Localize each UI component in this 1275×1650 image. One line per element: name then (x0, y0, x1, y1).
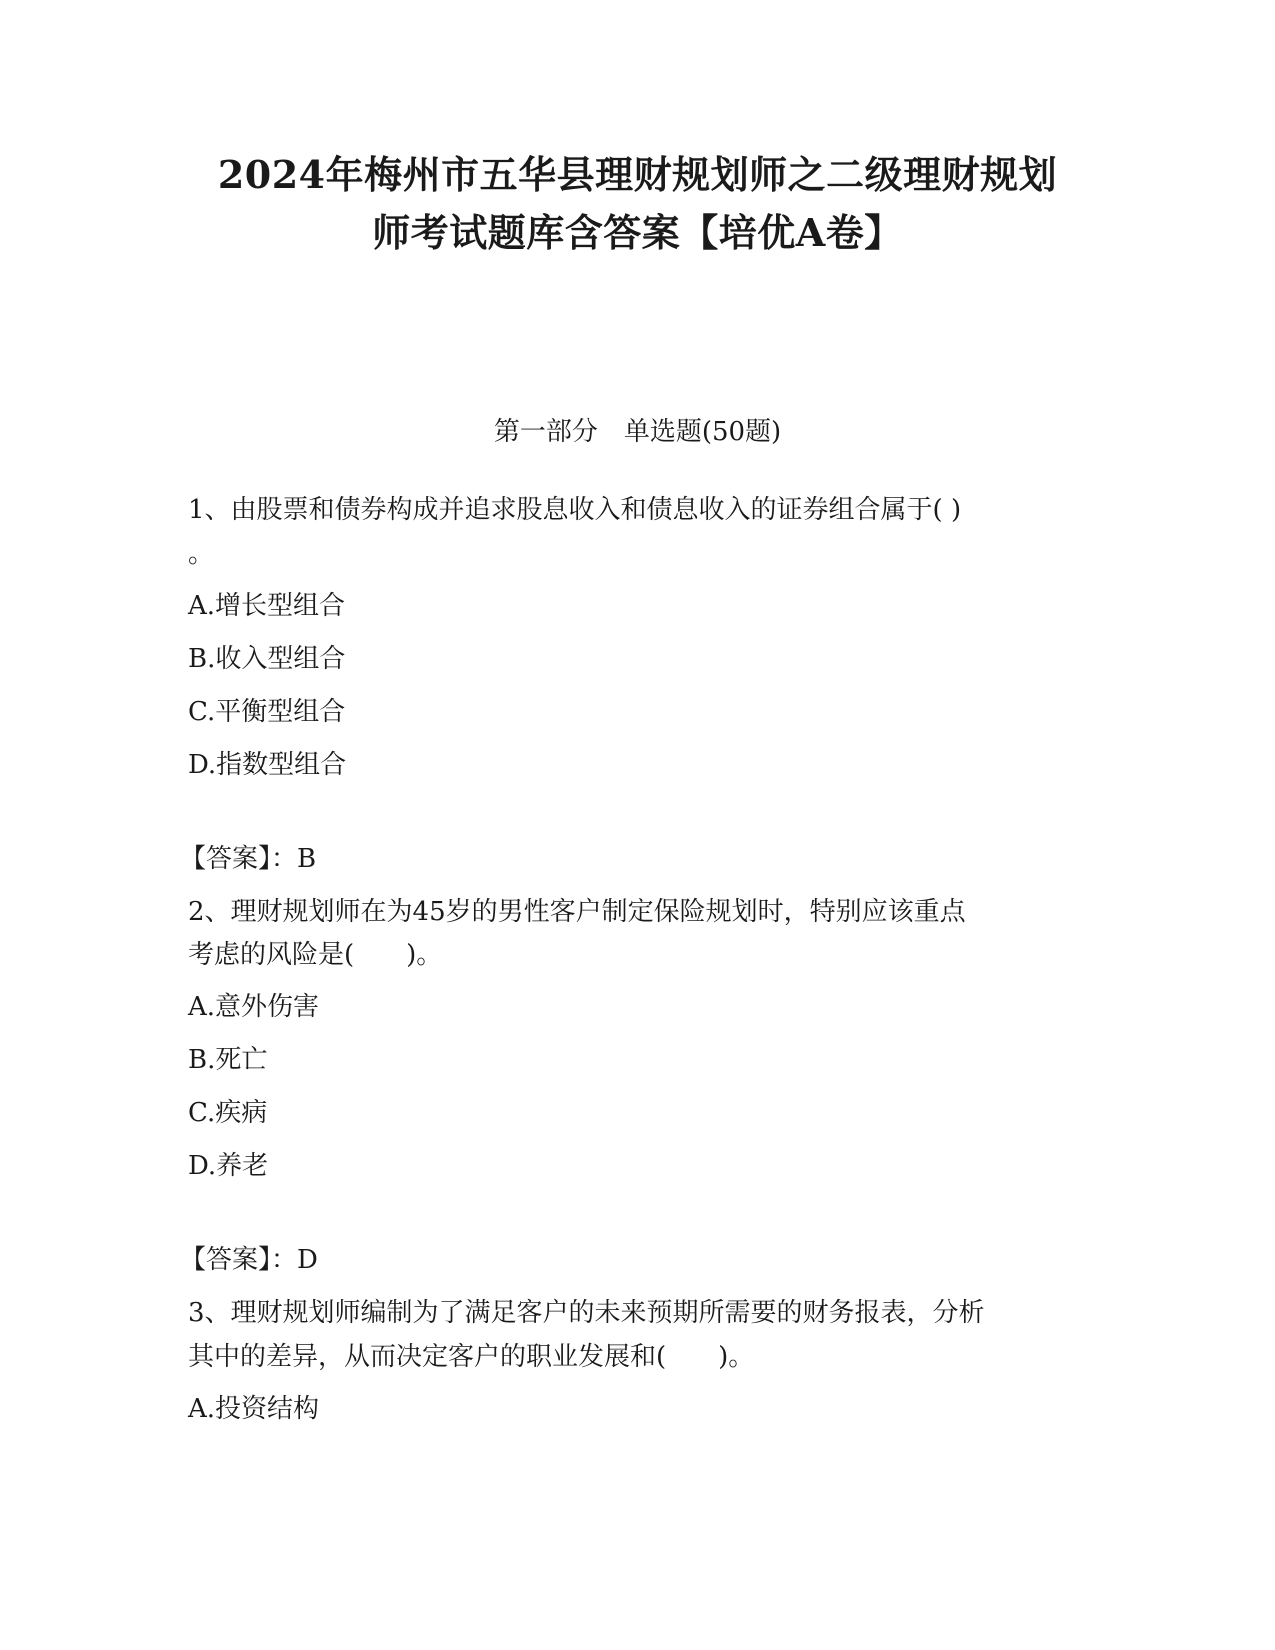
question-2-option-d: D.养老 (188, 1151, 269, 1181)
document-title (120, 146, 1155, 262)
question-2-option-b: B.死亡 (188, 1045, 268, 1075)
question-2-option-c: C.疾病 (188, 1098, 268, 1128)
question-1-option-c: C.平衡型组合 (188, 697, 346, 727)
section-heading: 第一部分 单选题(50题) (493, 417, 782, 447)
question-1-stem-cont: 。 (188, 539, 215, 569)
title-line-1: 2024年梅州市五华县理财规划师之二级理财规划 (217, 152, 1058, 197)
question-1-option-d: D.指数型组合 (188, 750, 347, 780)
question-1-answer: 【答案】：B (180, 844, 317, 874)
question-2-answer: 【答案】：D (180, 1245, 318, 1275)
question-2-option-a: A.意外伤害 (188, 992, 320, 1022)
title-line-2: 师考试题库含答案【培优A卷】 (372, 210, 903, 255)
question-2-stem: 2、理财规划师在为45岁的男性客户制定保险规划时，特别应该重点 (188, 897, 966, 927)
question-1-stem: 1、由股票和债券构成并追求股息收入和债息收入的证券组合属于( ) (188, 495, 962, 525)
question-1-option-a: A.增长型组合 (188, 591, 346, 621)
question-3-stem: 3、理财规划师编制为了满足客户的未来预期所需要的财务报表，分析 (188, 1298, 985, 1328)
question-3-option-a: A.投资结构 (188, 1394, 320, 1424)
question-1-option-b: B.收入型组合 (188, 644, 346, 674)
question-3-stem-cont: 其中的差异，从而决定客户的职业发展和( )。 (188, 1342, 755, 1372)
question-2-stem-cont: 考虑的风险是( )。 (188, 940, 443, 970)
